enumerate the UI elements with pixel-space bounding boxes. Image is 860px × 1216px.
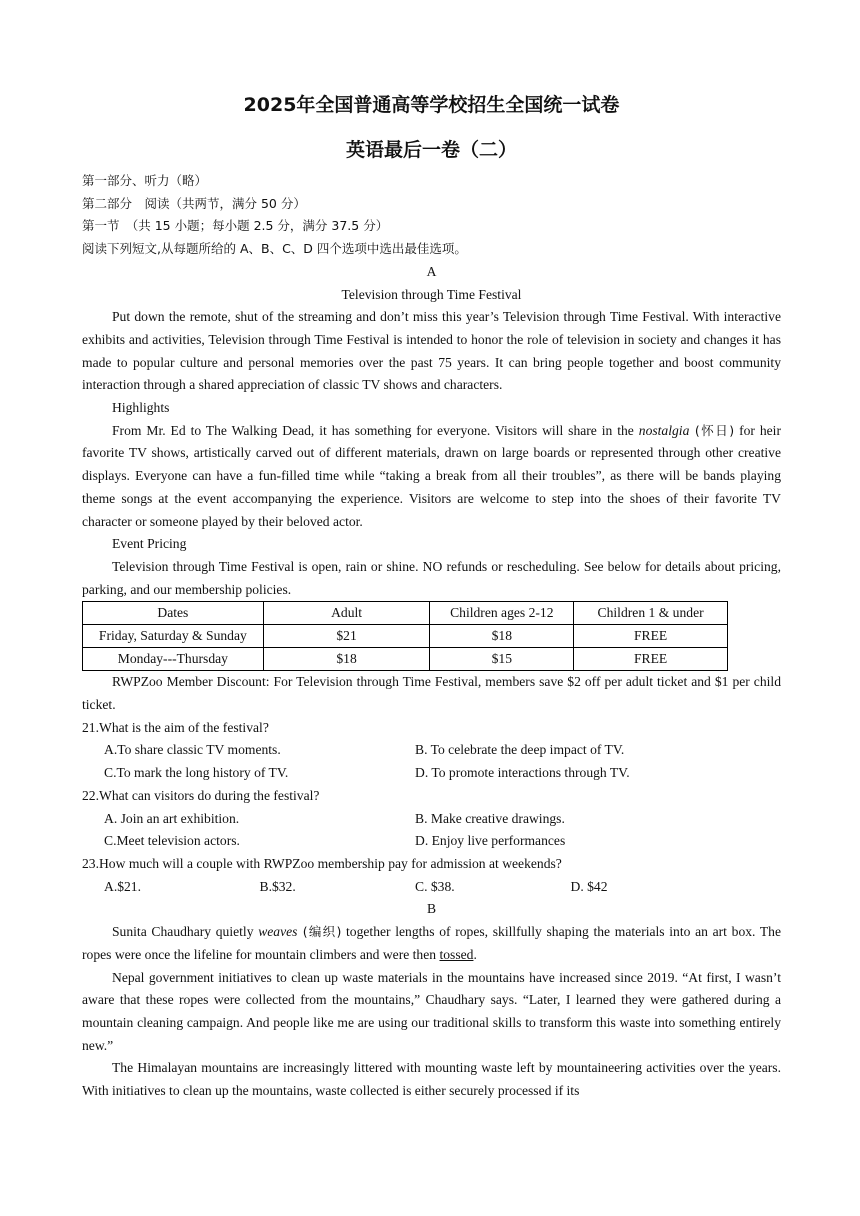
question-21-options-row-1: [82, 739, 781, 762]
exam-subtitle: 英语最后一卷（二）: [345, 139, 517, 161]
p2-text-before: From Mr. Ed to The Walking Dead, it has something for everyone. Visitors will share in the: [112, 422, 639, 438]
part1-line: 第一部分、听力（略）: [82, 173, 208, 188]
option-c: C.Meet television actors.: [104, 833, 240, 849]
question-22-options-row-1: [82, 808, 781, 831]
table-cell: FREE: [574, 648, 728, 671]
table-cell: $18: [263, 648, 430, 671]
part2-line: 第二部分 阅读（共两节，满分 50 分）: [82, 195, 306, 211]
nostalgia-gloss: (怀日): [689, 422, 735, 438]
highlights-heading: Highlights: [112, 400, 170, 416]
table-cell: Monday---Thursday: [83, 648, 264, 671]
p2-text-after: for heir favorite TV shows, artistically carved out of different materials, drawn on large boards or represented through other creative displays. Everyone can have a fun-filled time while “taking a break from all their troubles”, as there will be bands playing theme songs at the event accompanying the experience. Visitors are welcome to step into the shoes of their favorite TV character or someone played by their beloved actor.: [82, 422, 781, 529]
passage-b-paragraph-1: [82, 921, 781, 966]
table-row: [83, 648, 728, 671]
option-d: D. To promote interactions through TV.: [415, 765, 630, 781]
passage-b-letter: B: [426, 901, 437, 917]
header-cell: Dates: [83, 602, 264, 625]
exam-title: 2025年全国普通高等学校招生全国统一试卷: [243, 94, 620, 116]
exam-page: [82, 88, 781, 1103]
option-b: B. To celebrate the deep impact of TV.: [415, 742, 625, 758]
instruction-line: 阅读下列短文,从每题所给的 A、B、C、D 四个选项中选出最佳选项。: [82, 241, 467, 257]
passage-b-paragraph-3: The Himalayan mountains are increasingly littered with mounting waste left by mountaineering activities over the years. With initiatives to clean up the mountains, waste collected is either securely processed if its: [82, 1060, 781, 1099]
section1-line: 第一节 （共 15 小题；每小题 2.5 分，满分 37.5 分）: [82, 218, 389, 234]
question-22-options-row-2: [82, 830, 781, 853]
table-header-row: [83, 602, 728, 625]
passage-b-paragraph-2: Nepal government initiatives to clean up waste materials in the mountains have increased since 2019. “At first, I wasn’t aware that these ropes were collected from the mountains,” Chaudhary says. “Later, I learned they were gathered during a mountain cleaning campaign. And people like me are using our traditional skills to transform this waste into something entirely new.”: [82, 969, 781, 1053]
pb1-text-b: together lengths of ropes, skillfully shaping the materials into an art box. The ropes were once the lifeline for mountain climbers and were then: [82, 924, 782, 962]
table-row: [83, 625, 728, 648]
passage-a-title: Television through Time Festival: [341, 286, 522, 302]
header-cell: Adult: [263, 602, 430, 625]
option-a: A. Join an art exhibition.: [104, 810, 240, 826]
passage-a-paragraph-1: Put down the remote, shut of the streaming and don’t miss this year’s Television through Time Festival. With interactive exhibits and activities, Television through Time Festival is intended to honor the role of television in society and changes it has made to popular culture and personal memories over the past 75 years. It can bring people together and boost community interaction through a shared appreciation of classic TV shows and characters.: [82, 309, 781, 393]
option-a: A.To share classic TV moments.: [104, 742, 281, 758]
passage-a-paragraph-4: RWPZoo Member Discount: For Television through Time Festival, members save $2 off per adult ticket and $1 per child ticket.: [82, 674, 781, 713]
question-21-stem: 21.What is the aim of the festival?: [82, 719, 269, 735]
passage-a-letter: A: [426, 263, 437, 279]
option-c: C.To mark the long history of TV.: [104, 765, 289, 781]
header-cell: Children 1 & under: [574, 602, 728, 625]
table-cell: $21: [263, 625, 430, 648]
header-cell: Children ages 2-12: [430, 602, 574, 625]
option-d: D. Enjoy live performances: [415, 833, 566, 849]
pricing-heading: Event Pricing: [112, 536, 187, 552]
option-b: B.$32.: [259, 878, 296, 894]
tossed-underlined-word: tossed: [439, 946, 474, 962]
table-cell: FREE: [574, 625, 728, 648]
question-22-stem: 22.What can visitors do during the festival?: [82, 787, 320, 803]
question-23-options: [82, 876, 781, 899]
passage-a-paragraph-3: Television through Time Festival is open, rain or shine. NO refunds or rescheduling. See below for details about pricing, parking, and our membership policies.: [82, 558, 781, 597]
table-cell: Friday, Saturday & Sunday: [83, 625, 264, 648]
option-d: D. $42: [570, 878, 608, 894]
option-a: A.$21.: [104, 878, 142, 894]
question-23-stem: 23.How much will a couple with RWPZoo membership pay for admission at weekends?: [82, 855, 562, 871]
table-cell: $18: [430, 625, 574, 648]
option-c: C. $38.: [415, 878, 455, 894]
option-b: B. Make creative drawings.: [415, 810, 565, 826]
question-21-options-row-2: [82, 762, 781, 785]
nostalgia-term: nostalgia: [638, 422, 690, 438]
passage-a-paragraph-2: [82, 420, 781, 534]
pricing-table: [82, 601, 728, 671]
weaves-term: weaves: [258, 924, 298, 940]
table-cell: $15: [430, 648, 574, 671]
weaves-gloss: (编织): [297, 924, 342, 940]
pb1-text-c: .: [473, 946, 477, 962]
pb1-text-a: Sunita Chaudhary quietly: [112, 924, 259, 940]
